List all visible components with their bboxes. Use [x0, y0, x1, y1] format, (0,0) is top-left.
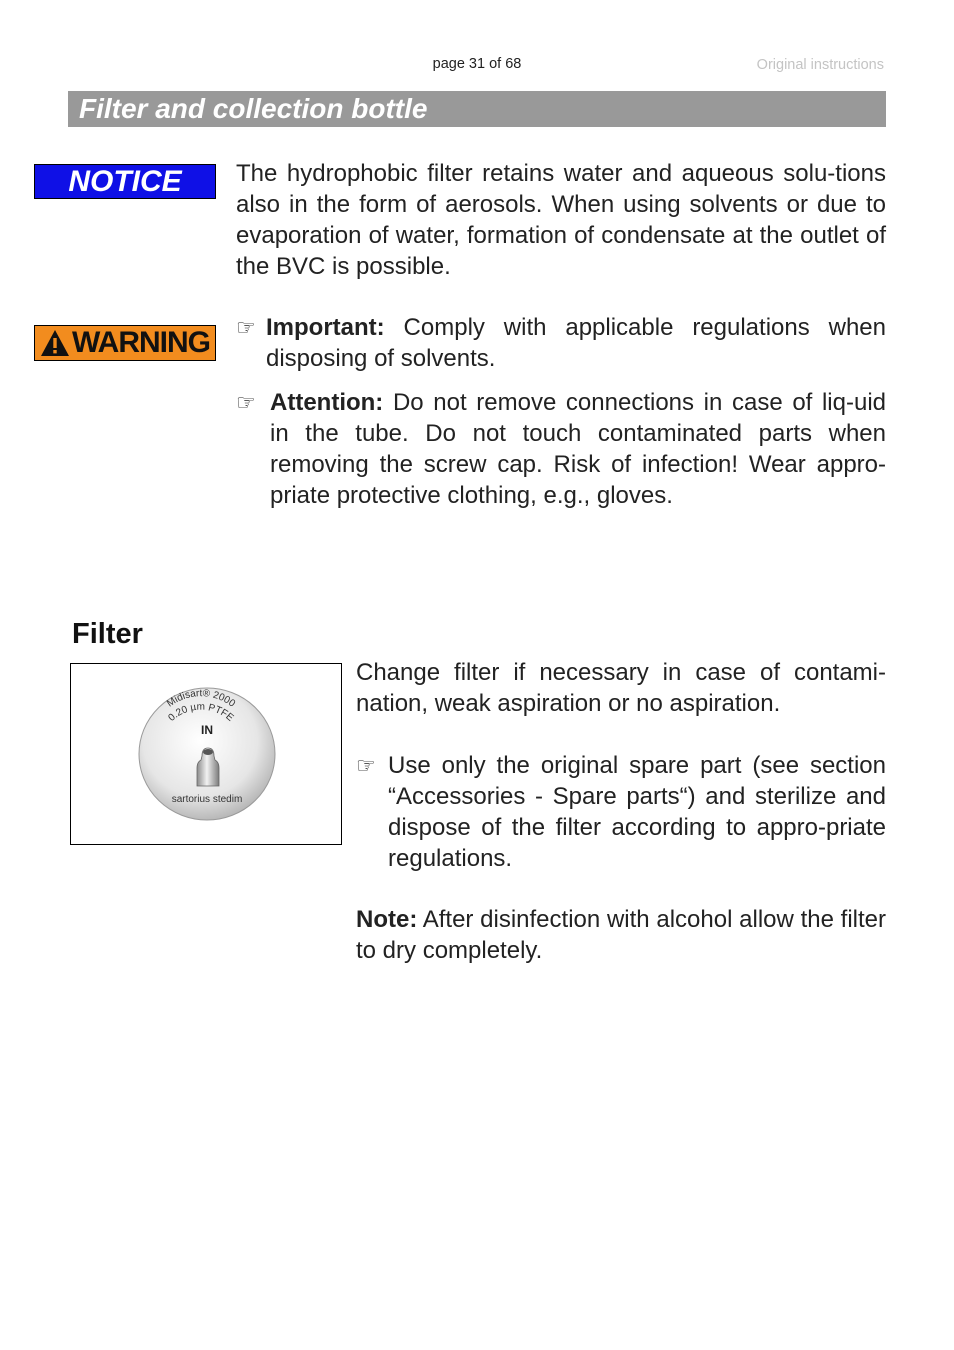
warning-bullet-attention	[236, 387, 886, 511]
filter-brand-line1: Midisart® 2000	[165, 688, 238, 710]
filter-maker-label: sartorius stedim	[171, 794, 243, 805]
pointing-hand-icon: ☞	[236, 390, 256, 415]
filter-disc-illustration	[71, 664, 341, 844]
section-title: Filter and collection bottle	[79, 93, 428, 124]
filter-note	[356, 904, 886, 966]
bullet-text	[266, 312, 886, 374]
filter-heading: Filter	[72, 618, 143, 650]
filter-image	[70, 663, 342, 845]
bullet-body: Do not remove connections in case of liq-uid in the tube. Do not touch contaminated parts when removing the screw cap. Risk of infection! Wear appro-priate protective clothing, e.g., gloves.	[270, 389, 886, 509]
pointing-hand-icon: ☞	[236, 315, 256, 340]
note-body: After disinfection with alcohol allow the filter to dry completely.	[356, 906, 886, 964]
warning-triangle-icon	[40, 329, 70, 357]
bullet-body: Comply with applicable regulations when disposing of solvents.	[266, 314, 886, 372]
bullet-strong: Attention:	[270, 389, 384, 416]
filter-intro: Change filter if necessary in case of contami-nation, weak aspiration or no aspiration.	[356, 659, 886, 717]
filter-brand-line2: 0.20 µm PTFE	[166, 701, 236, 724]
warning-label	[34, 325, 216, 361]
warning-label-text: WARNING	[72, 326, 210, 359]
bullet-strong: Important:	[266, 314, 385, 341]
note-strong: Note:	[356, 906, 418, 933]
pointing-hand-icon: ☞	[356, 753, 376, 778]
filter-port-label: IN	[201, 723, 213, 737]
page-number: page 31 of 68	[432, 56, 522, 72]
notice-text: The hydrophobic filter retains water and aqueous solu-tions also in the form of aerosols. When using solvents or due to evaporation of water, formation of condensate at the outlet of the BVC is possible.	[236, 160, 886, 280]
notice-label: NOTICE	[34, 164, 216, 199]
filter-bullet	[356, 750, 886, 874]
document-type: Original instructions	[756, 57, 884, 73]
bullet-text	[270, 387, 886, 511]
bullet-body: Use only the original spare part (see section “Accessories - Spare parts“) and sterilize and dispose of the filter according to appro-priate regulations.	[388, 752, 886, 872]
warning-bullet-important	[236, 312, 886, 374]
section-header-bar	[68, 91, 886, 127]
